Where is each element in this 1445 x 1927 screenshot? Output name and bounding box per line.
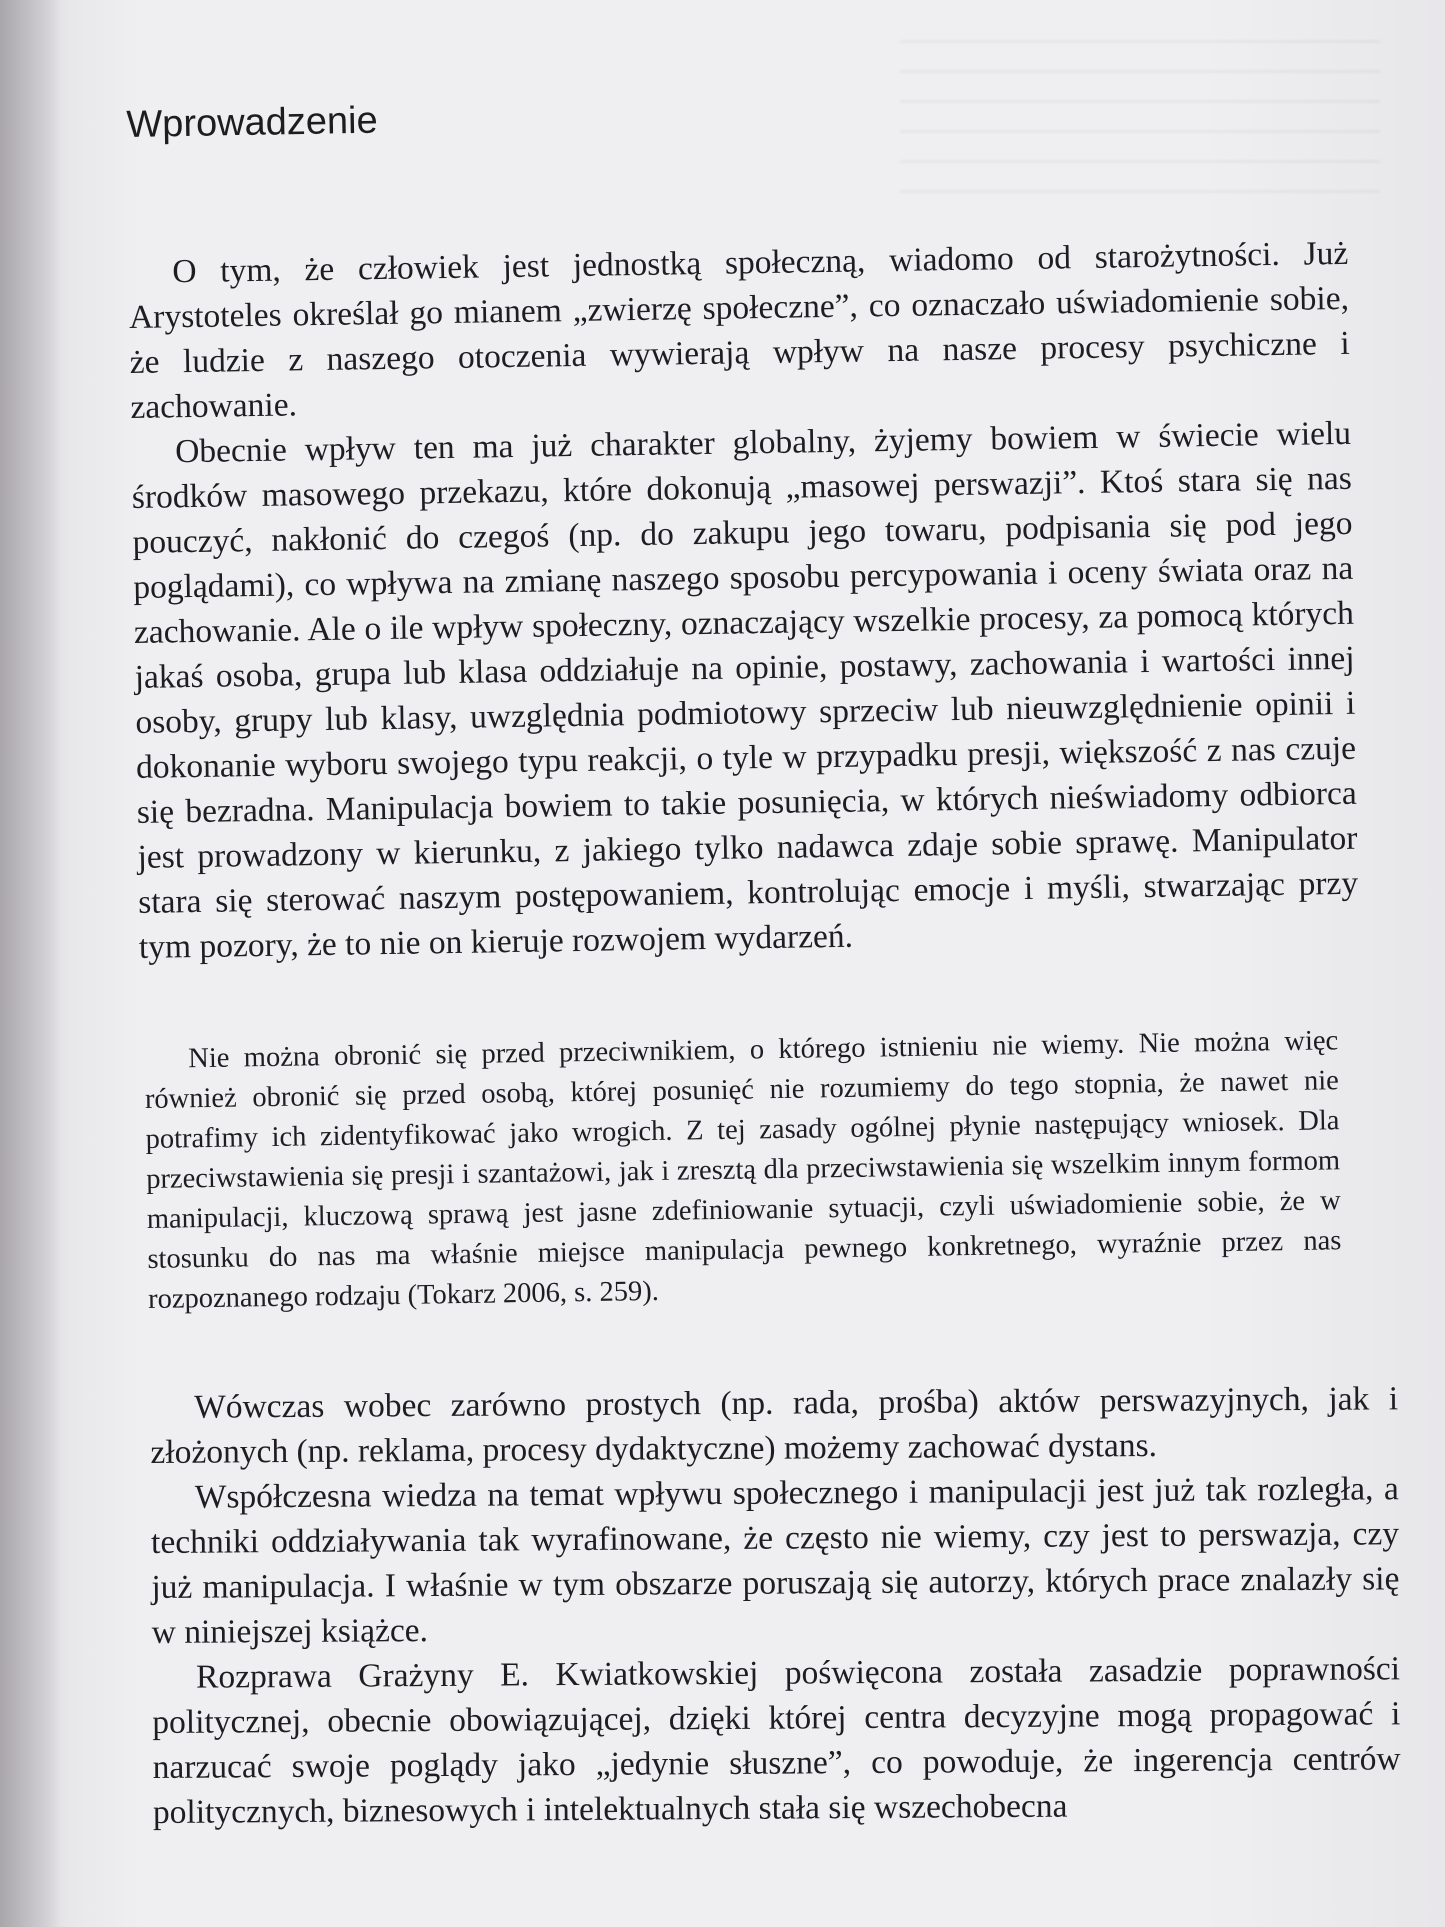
- paragraph-5: Rozprawa Grażyny E. Kwiatkowskiej poświęcona została zasadzie poprawności politycznej, obecnie obowiązującej, dzięki której centra decyzyjne mogą propagować i narzucać swoje poglądy jako „jedynie słuszne”, co powoduje, że ingerencja centrów politycznych, biznesowych i intelektualnych stała się wszechobecna: [152, 1650, 1401, 1831]
- block-quote: [144, 1021, 1342, 1320]
- paragraph-3: Wówczas wobec zarówno prostych (np. rada, prośba) aktów perswazyjnych, jak i złożonych (np. reklama, procesy dydaktyczne) możemy zachować dystans.: [150, 1380, 1399, 1471]
- intro-paragraphs: [128, 231, 1359, 970]
- chapter-heading: Wprowadzenie: [126, 99, 379, 146]
- book-spine-shadow: [0, 0, 60, 1927]
- paragraph-1: O tym, że człowiek jest jednostką społeczną, wiadomo od starożytności. Już Arystoteles określał go mianem „zwierzę społeczne”, co oznaczało uświadomienie sobie, że ludzie z naszego otoczenia wywierają wpływ na nasze procesy psychiczne i zachowanie.: [128, 234, 1350, 426]
- quote-text: Nie można obronić się przed przeciwnikiem, o którego istnieniu nie wiemy. Nie można więc również obronić się przed osobą, której posunięć nie rozumiemy do tego stopnia, że nawet nie potrafimy ich zidentyfikować jako wrogich. Z tej zasady ogólnej płynie następujący wniosek. Dla przeciwstawienia się presji i szantażowi, jak i zresztą dla przeciwstawienia się wszelkim innym formom manipulacji, kluczową sprawą jest jasne zdefiniowanie sytuacji, czyli uświadomienie sobie, że w stosunku do nas ma właśnie miejsce manipulacja pewnego konkretnego, wyraźnie przez nas rozpoznanego rodzaju (Tokarz 2006, s. 259).: [144, 1025, 1342, 1315]
- paragraph-4: Współczesna wiedza na temat wpływu społecznego i manipulacji jest już tak rozległa, a techniki oddziaływania tak wyrafinowane, że często nie wiemy, czy jest to perswazja, czy już manipulacja. I właśnie w tym obszarze poruszają się autorzy, których prace znalazły się w niniejszej książce.: [150, 1470, 1400, 1651]
- bleed-through-text: [900, 40, 1380, 200]
- following-paragraphs: [150, 1376, 1401, 1835]
- paragraph-2: Obecnie wpływ ten ma już charakter globalny, żyjemy bowiem w świecie wielu środków masowego przekazu, które dokonują „masowej perswazji”. Ktoś stara się nas pouczyć, nakłonić do czegoś (np. do zakupu jego towaru, podpisania się pod jego poglądami), co wpływa na zmianę naszego sposobu percypowania i oceny świata oraz na zachowanie. Ale o ile wpływ społeczny, oznaczający wszelkie procesy, za pomocą których jakaś osoba, grupa lub klasa oddziałuje na opinie, postawy, zachowania i wartości innej osoby, grupy lub klasy, uwzględnia podmiotowy sprzeciw lub nieuwzględnienie opinii i dokonanie wyboru swojego typu reakcji, o tyle w przypadku presji, większość z nas czuje się bezradna. Manipulacja bowiem to takie posunięcia, w których nieświadomy odbiorca jest prowadzony w kierunku, z jakiego tylko nadawca zdaje sobie sprawę. Manipulator stara się sterować naszym postępowaniem, kontrolując emocje i myśli, stwarzając przy tym pozory, że to nie on kieruje rozwojem wydarzeń.: [131, 414, 1359, 966]
